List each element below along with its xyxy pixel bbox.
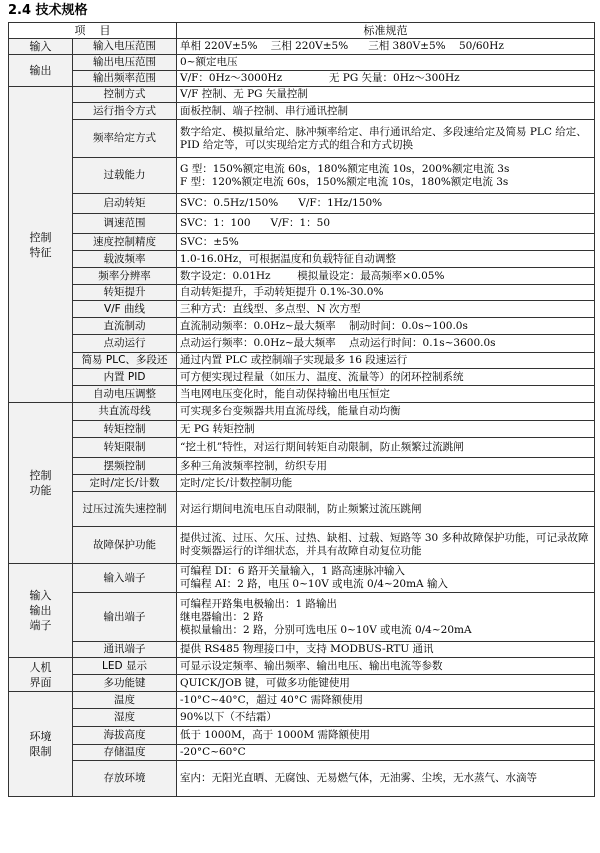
value-line: 单相 220V±5% 三相 220V±5% 三相 380V±5% 50/60Hz bbox=[180, 40, 504, 52]
table-row bbox=[9, 318, 595, 335]
table-row bbox=[9, 564, 595, 593]
table-row bbox=[9, 268, 595, 285]
value-line: 提供 RS485 物理接口中，支持 MODBUS-RTU 通讯 bbox=[180, 643, 434, 655]
value-cell bbox=[177, 709, 595, 727]
value-line: V/F 控制、无 PG 矢量控制 bbox=[180, 88, 308, 100]
value-cell bbox=[177, 403, 595, 421]
item-cell: 控制方式 bbox=[73, 87, 177, 103]
item-cell: 内置 PID bbox=[73, 369, 177, 386]
value-line: 三种方式：直线型、多点型、N 次方型 bbox=[180, 302, 361, 315]
item-cell: 定时/定长/计数 bbox=[73, 475, 177, 492]
table-row bbox=[9, 71, 595, 87]
value-cell bbox=[177, 642, 595, 658]
value-line: G 型：150%额定电流 60s，180%额定电流 10s，200%额定电流 3s bbox=[180, 162, 510, 175]
value-line: V/F：0Hz～3000Hz 无 PG 矢量：0Hz～300Hz bbox=[180, 72, 460, 84]
value-cell bbox=[177, 438, 595, 458]
value-cell bbox=[177, 55, 595, 71]
item-cell: 转矩提升 bbox=[73, 285, 177, 301]
item-cell: 输入电压范围 bbox=[73, 39, 177, 55]
value-cell bbox=[177, 492, 595, 527]
table-row bbox=[9, 158, 595, 194]
item-cell: 简易 PLC、多段还 bbox=[73, 353, 177, 369]
value-cell bbox=[177, 745, 595, 761]
value-cell bbox=[177, 421, 595, 438]
value-line: 数字给定、模拟量给定、脉冲频率给定、串行通讯给定、多段速给定及简易 PLC 给定、PID 给定等，可以实现给定方式的组合和方式切换 bbox=[180, 125, 587, 151]
value-line: 模拟量输出：2 路，分别可选电压 0~10V 或电流 0/4~20mA bbox=[180, 623, 472, 636]
category-cell: 输出 bbox=[9, 55, 73, 87]
value-cell bbox=[177, 251, 595, 268]
value-line: “挖土机”特性，对运行期间转矩自动限制，防止频繁过流跳闸 bbox=[180, 441, 464, 453]
value-line: 90%以下（不结霜） bbox=[180, 711, 277, 723]
value-cell bbox=[177, 593, 595, 642]
item-cell: 摆频控制 bbox=[73, 458, 177, 475]
value-cell bbox=[177, 564, 595, 593]
value-cell bbox=[177, 39, 595, 55]
value-cell bbox=[177, 335, 595, 353]
category-cell: 控制 功能 bbox=[9, 403, 73, 564]
value-line: 可显示设定频率、输出频率、输出电压、输出电流等参数 bbox=[180, 659, 443, 672]
item-cell: 启动转矩 bbox=[73, 194, 177, 214]
table-row bbox=[9, 403, 595, 421]
category-cell: 环境 限制 bbox=[9, 692, 73, 797]
value-cell bbox=[177, 234, 595, 251]
header-spec: 标准规范 bbox=[177, 23, 595, 39]
header-item: 项 目 bbox=[9, 23, 177, 39]
value-cell bbox=[177, 761, 595, 797]
value-line: 数字设定：0.01Hz 模拟量设定：最高频率×0.05% bbox=[180, 269, 445, 282]
table-row bbox=[9, 438, 595, 458]
value-cell bbox=[177, 475, 595, 492]
table-row bbox=[9, 527, 595, 564]
table-row bbox=[9, 492, 595, 527]
table-row bbox=[9, 745, 595, 761]
value-cell bbox=[177, 120, 595, 158]
category-cell: 输入 输出 端子 bbox=[9, 564, 73, 658]
table-row bbox=[9, 55, 595, 71]
item-cell: 温度 bbox=[73, 692, 177, 709]
value-line: 1.0-16.0Hz，可根据温度和负载特征自动调整 bbox=[180, 252, 396, 265]
value-line: 提供过流、过压、欠压、过热、缺相、过载、短路等 30 多种故障保护功能，可记录故障时变频器运行的详细状态，并具有故障自动复位功能 bbox=[180, 532, 589, 557]
value-cell bbox=[177, 727, 595, 745]
value-line: SVC：±5% bbox=[180, 235, 239, 248]
value-line: 多种三角波频率控制，纺织专用 bbox=[180, 459, 327, 472]
value-cell bbox=[177, 87, 595, 103]
item-cell: 故障保护功能 bbox=[73, 527, 177, 564]
value-line: 可编程开路集电极输出：1 路输出 bbox=[180, 597, 338, 610]
value-cell bbox=[177, 214, 595, 234]
table-row bbox=[9, 475, 595, 492]
value-cell bbox=[177, 458, 595, 475]
value-cell bbox=[177, 158, 595, 194]
item-cell: 点动运行 bbox=[73, 335, 177, 353]
table-row bbox=[9, 421, 595, 438]
category-cell: 控制 特征 bbox=[9, 87, 73, 403]
item-cell: 载波频率 bbox=[73, 251, 177, 268]
value-line: 面板控制、端子控制、串行通讯控制 bbox=[180, 104, 348, 117]
item-cell: V/F 曲线 bbox=[73, 301, 177, 318]
item-cell: 直流制动 bbox=[73, 318, 177, 335]
item-cell: 过压过流失速控制 bbox=[73, 492, 177, 527]
value-line: F 型：120%额定电流 60s，150%额定电流 10s，180%额定电流 3s bbox=[180, 175, 509, 188]
value-line: 直流制动频率：0.0Hz~最大频率 制动时间：0.0s~100.0s bbox=[180, 319, 468, 332]
value-line: 室内：无阳光直晒、无腐蚀、无易燃气体，无油雾、尘埃，无水蒸气、水滴等 bbox=[180, 772, 537, 784]
table-row bbox=[9, 386, 595, 403]
value-line: 定时/定长/计数控制功能 bbox=[180, 476, 293, 489]
table-row bbox=[9, 194, 595, 214]
table-row bbox=[9, 709, 595, 727]
table-row bbox=[9, 761, 595, 797]
value-line: 点动运行频率：0.0Hz~最大频率 点动运行时间：0.1s~3600.0s bbox=[180, 337, 496, 349]
table-row bbox=[9, 675, 595, 692]
value-line: 无 PG 转矩控制 bbox=[180, 422, 255, 435]
table-row bbox=[9, 658, 595, 675]
value-cell bbox=[177, 71, 595, 87]
item-cell: 转矩限制 bbox=[73, 438, 177, 458]
item-cell: 运行指令方式 bbox=[73, 103, 177, 120]
value-line: 自动转矩提升，手动转矩提升 0.1%-30.0% bbox=[180, 286, 384, 298]
value-cell bbox=[177, 353, 595, 369]
value-line: 可编程 DI：6 路开关量输入，1 路高速脉冲输入 bbox=[180, 565, 405, 577]
item-cell: 通讯端子 bbox=[73, 642, 177, 658]
value-cell bbox=[177, 386, 595, 403]
value-line: 可方便实现过程量（如压力、温度、流量等）的闭环控制系统 bbox=[180, 370, 464, 383]
item-cell: 存放环境 bbox=[73, 761, 177, 797]
table-row bbox=[9, 234, 595, 251]
category-cell: 人机 界面 bbox=[9, 658, 73, 692]
value-cell bbox=[177, 658, 595, 675]
item-cell: 存储温度 bbox=[73, 745, 177, 761]
value-cell bbox=[177, 285, 595, 301]
item-cell: 转矩控制 bbox=[73, 421, 177, 438]
item-cell: 频率给定方式 bbox=[73, 120, 177, 158]
item-cell: 输出电压范围 bbox=[73, 55, 177, 71]
table-row bbox=[9, 285, 595, 301]
item-cell: 共直流母线 bbox=[73, 403, 177, 421]
table-row bbox=[9, 727, 595, 745]
value-line: QUICK/JOB 键，可做多功能键使用 bbox=[180, 676, 350, 689]
table-row bbox=[9, 642, 595, 658]
item-cell: 湿度 bbox=[73, 709, 177, 727]
table-row bbox=[9, 39, 595, 55]
item-cell: 输出频率范围 bbox=[73, 71, 177, 87]
value-cell bbox=[177, 692, 595, 709]
item-cell: 海拔高度 bbox=[73, 727, 177, 745]
value-line: 通过内置 PLC 或控制端子实现最多 16 段速运行 bbox=[180, 354, 408, 366]
value-cell bbox=[177, 103, 595, 120]
table-row bbox=[9, 251, 595, 268]
table-row bbox=[9, 369, 595, 386]
item-cell: 输入端子 bbox=[73, 564, 177, 593]
spec-table bbox=[8, 22, 595, 797]
category-cell: 输入 bbox=[9, 39, 73, 55]
value-cell bbox=[177, 527, 595, 564]
value-cell bbox=[177, 301, 595, 318]
value-line: SVC：1：100 V/F：1：50 bbox=[180, 217, 331, 229]
item-cell: 调速范围 bbox=[73, 214, 177, 234]
value-line: 当电网电压变化时，能自动保持输出电压恒定 bbox=[180, 387, 390, 400]
table-row bbox=[9, 692, 595, 709]
table-row bbox=[9, 458, 595, 475]
value-line: SVC：0.5Hz/150% V/F：1Hz/150% bbox=[180, 197, 383, 209]
item-cell: LED 显示 bbox=[73, 658, 177, 675]
table-row bbox=[9, 214, 595, 234]
table-row bbox=[9, 353, 595, 369]
table-row bbox=[9, 87, 595, 103]
value-line: 对运行期间电流电压自动限制，防止频繁过流压跳闸 bbox=[180, 502, 422, 515]
value-cell bbox=[177, 675, 595, 692]
value-line: -20°C~60°C bbox=[180, 746, 246, 758]
table-row bbox=[9, 120, 595, 158]
table-header-row bbox=[9, 23, 595, 39]
item-cell: 过载能力 bbox=[73, 158, 177, 194]
item-cell: 自动电压调整 bbox=[73, 386, 177, 403]
item-cell: 输出端子 bbox=[73, 593, 177, 642]
section-heading: 2.4 技术规格 bbox=[8, 3, 88, 18]
value-cell bbox=[177, 194, 595, 214]
item-cell: 频率分辨率 bbox=[73, 268, 177, 285]
value-line: 可实现多台变频器共用直流母线，能量自动均衡 bbox=[180, 405, 401, 417]
item-cell: 速度控制精度 bbox=[73, 234, 177, 251]
table-row bbox=[9, 335, 595, 353]
table-row bbox=[9, 301, 595, 318]
value-cell bbox=[177, 268, 595, 285]
value-line: 可编程 AI：2 路，电压 0~10V 或电流 0/4~20mA 输入 bbox=[180, 578, 448, 590]
item-cell: 多功能键 bbox=[73, 675, 177, 692]
value-line: -10°C~40°C，超过 40°C 需降额使用 bbox=[180, 693, 363, 706]
value-line: 继电器输出：2 路 bbox=[180, 610, 264, 623]
value-line: 低于 1000M，高于 1000M 需降额使用 bbox=[180, 729, 370, 741]
value-line: 0~额定电压 bbox=[180, 56, 238, 68]
table-row bbox=[9, 103, 595, 120]
value-cell bbox=[177, 318, 595, 335]
table-row bbox=[9, 593, 595, 642]
value-cell bbox=[177, 369, 595, 386]
